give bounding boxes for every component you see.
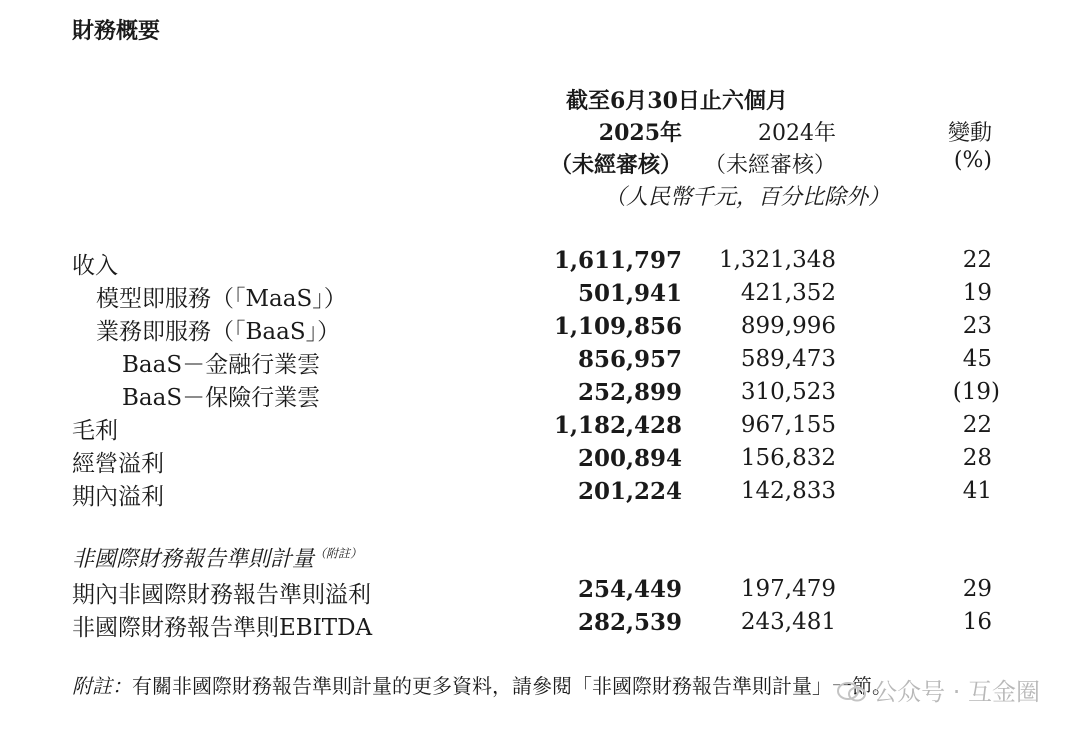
table-row [0, 346, 1080, 379]
value-2025: 254,449 [577, 576, 682, 603]
value-2024: 310,523 [740, 379, 836, 405]
col-change: 變動 [947, 121, 992, 146]
table-row [0, 609, 1080, 642]
row-label: 經營溢利 [72, 451, 164, 477]
row-label: 期內非國際財務報告準則溢利 [72, 582, 371, 608]
table-row [0, 313, 1080, 346]
table-row [0, 445, 1080, 478]
footnote-lead: 附註： [72, 674, 132, 698]
col-2025-audit: （未經審核） [549, 152, 682, 178]
value-2024: 156,832 [740, 445, 836, 471]
table-row [0, 280, 1080, 313]
wechat-icon [837, 681, 867, 703]
non-ifrs-heading [72, 542, 362, 573]
value-change: 23 [962, 313, 992, 339]
value-change: 22 [962, 247, 992, 273]
col-2024-year: 2024年 [758, 121, 836, 146]
value-2025: 501,941 [577, 280, 682, 307]
row-label: 非國際財務報告準則EBITDA [72, 615, 373, 641]
value-2024: 899,996 [740, 313, 836, 339]
row-label: 業務即服務（「BaaS」） [96, 319, 341, 345]
col-change-unit: (%) [953, 148, 992, 173]
value-change: 16 [962, 609, 992, 635]
value-change: 22 [962, 412, 992, 438]
footnote [72, 670, 892, 699]
table-row [0, 247, 1080, 280]
value-2025: 252,899 [577, 379, 682, 406]
row-label: 模型即服務（「MaaS」） [96, 286, 347, 312]
watermark [837, 672, 1040, 707]
non-ifrs-heading-text: 非國際財務報告準則計量 [72, 547, 315, 572]
value-change: 28 [962, 445, 992, 471]
row-label: BaaS－金融行業雲 [122, 352, 321, 378]
value-2025: 1,182,428 [553, 412, 682, 439]
value-2025: 201,224 [577, 478, 682, 505]
value-2024: 421,352 [740, 280, 836, 306]
period-header: 截至6月30日止六個月 [566, 88, 788, 114]
table-row [0, 412, 1080, 445]
value-2025: 856,957 [577, 346, 682, 373]
value-2024: 243,481 [740, 609, 836, 635]
value-2025: 1,109,856 [553, 313, 682, 340]
row-label: 期內溢利 [72, 484, 164, 510]
row-label: BaaS－保險行業雲 [122, 385, 321, 411]
value-change: 45 [962, 346, 992, 372]
table-row [0, 478, 1080, 511]
table-row [0, 379, 1080, 412]
value-2024: 589,473 [740, 346, 836, 372]
value-2024: 1,321,348 [718, 247, 836, 273]
value-change: (19) [952, 379, 1000, 405]
page-title: 財務概要 [72, 19, 161, 44]
value-2025: 282,539 [577, 609, 682, 636]
watermark-text: 公众号 · 互金圈 [873, 678, 1040, 706]
unit-note: （人民幣千元，百分比除外） [604, 185, 891, 210]
col-2025-year: 2025年 [598, 120, 682, 146]
footnote-text: 有關非國際財務報告準則計量的更多資料，請參閱「非國際財務報告準則計量」一節。 [132, 674, 892, 698]
value-2024: 197,479 [740, 576, 836, 602]
value-change: 41 [962, 478, 992, 504]
row-label: 毛利 [72, 418, 118, 444]
value-change: 29 [962, 576, 992, 602]
row-label: 收入 [72, 253, 118, 279]
col-2024-audit: （未經審核） [703, 153, 836, 178]
value-2025: 1,611,797 [553, 247, 682, 274]
value-2024: 142,833 [740, 478, 836, 504]
value-change: 19 [962, 280, 992, 306]
value-2024: 967,155 [740, 412, 836, 438]
value-2025: 200,894 [577, 445, 682, 472]
table-row [0, 576, 1080, 609]
non-ifrs-heading-note: （附註） [314, 546, 363, 561]
